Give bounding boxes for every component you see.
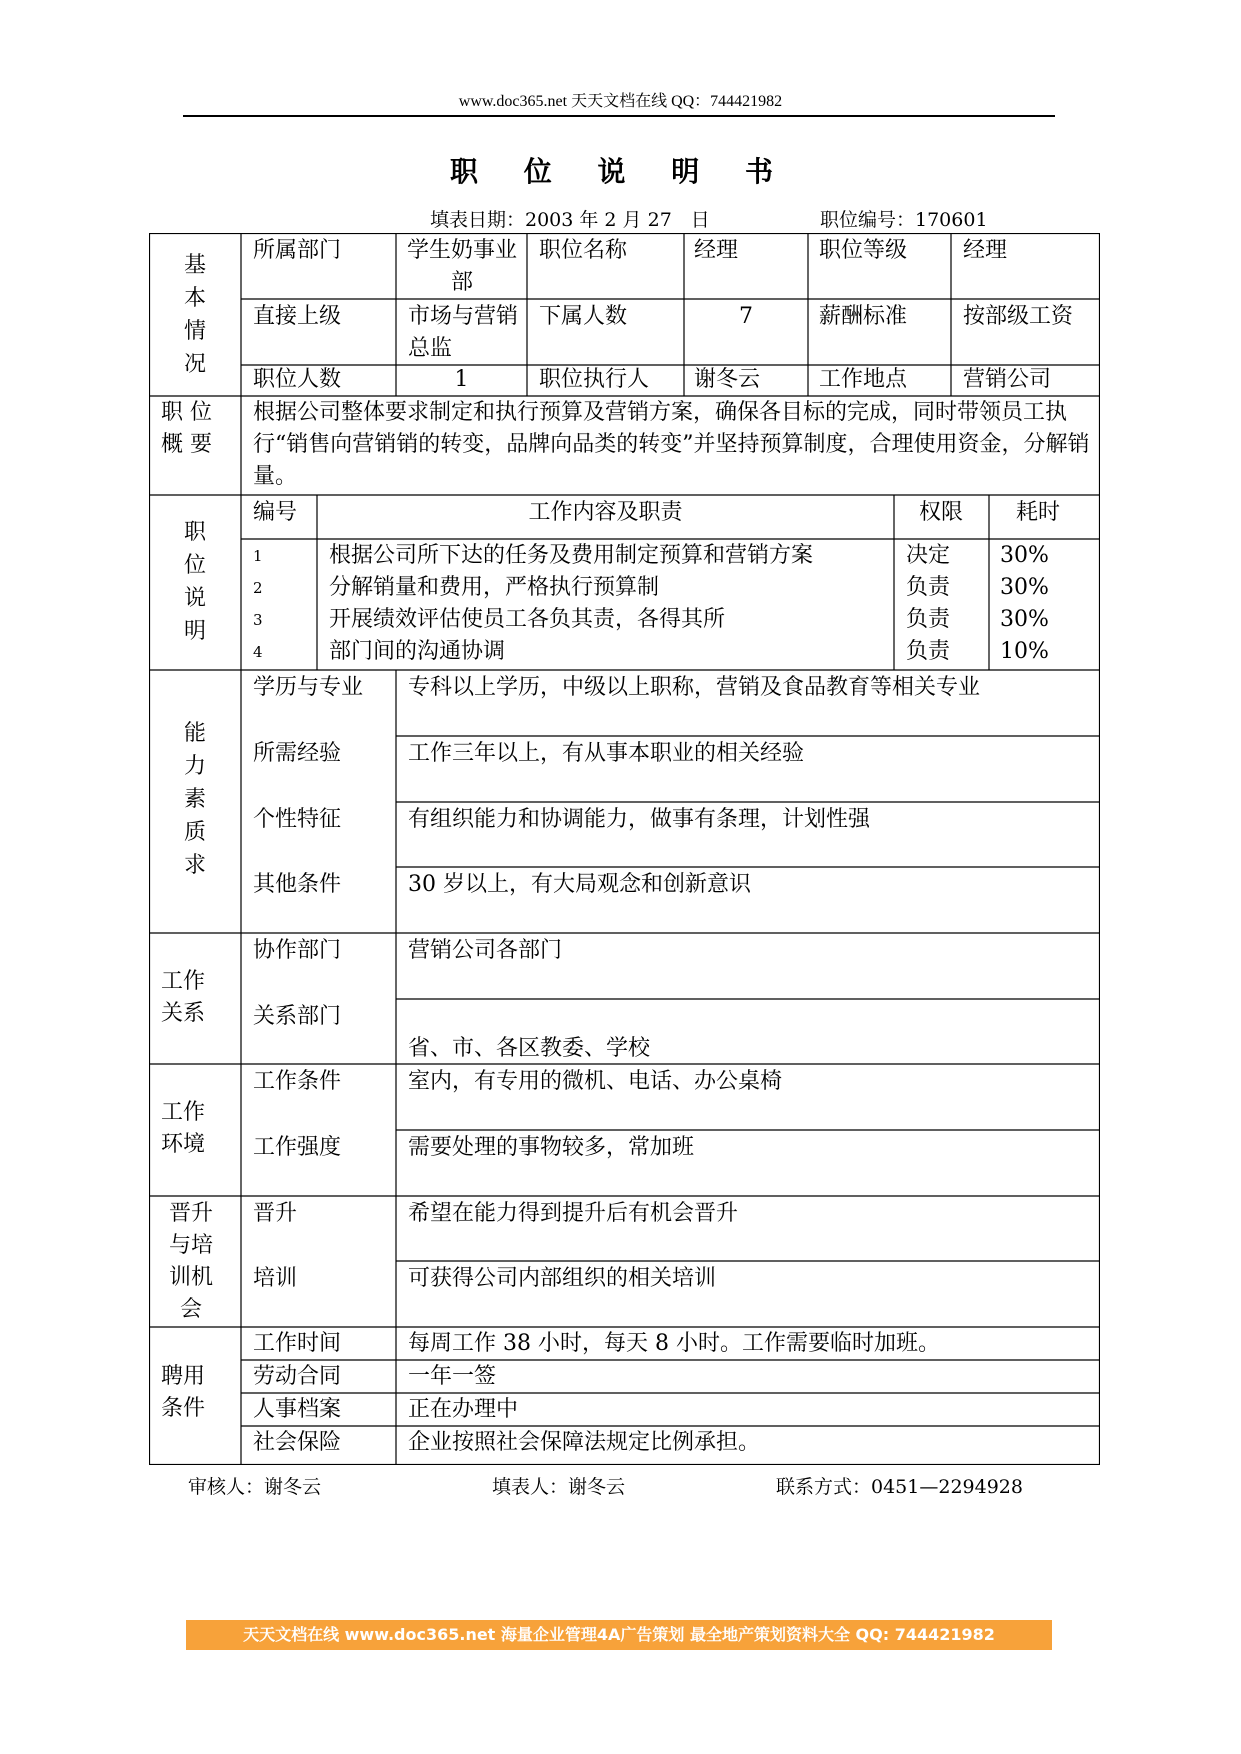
- competency-value: 有组织能力和协调能力，做事有条理，计划性强: [408, 807, 871, 832]
- section-relations-line1: 工作: [161, 969, 206, 994]
- executor-value: 谢冬云: [694, 367, 761, 392]
- employment-label: 社会保险: [253, 1430, 342, 1455]
- section-environment-line2: 环境: [161, 1132, 206, 1157]
- page-title: 职 位 说 明 书: [450, 155, 791, 188]
- dept-label: 所属部门: [253, 238, 342, 263]
- duty-content: 分解销量和费用，严格执行预算制: [329, 575, 660, 600]
- executor-label: 职位执行人: [539, 367, 650, 392]
- page-header: www.doc365.net 天天文档在线 QQ：744421982: [458, 93, 783, 110]
- duty-time: 30%: [1000, 543, 1049, 568]
- employment-label: 劳动合同: [253, 1364, 342, 1389]
- section-promotion-line: 训机: [169, 1265, 214, 1290]
- relations-label: 关系部门: [253, 1004, 342, 1029]
- subordinates-value: 7: [739, 304, 753, 329]
- section-employment-line1: 聘用: [161, 1364, 206, 1389]
- filler: 填表人：谢冬云: [492, 1476, 626, 1498]
- header-divider: [183, 115, 1055, 117]
- section-duties: 职位说明: [183, 520, 206, 644]
- competency-label: 学历与专业: [253, 675, 364, 700]
- environment-label: 工作条件: [253, 1069, 342, 1094]
- section-summary-line1: 职 位: [161, 400, 212, 425]
- employment-value: 正在办理中: [408, 1397, 519, 1422]
- competency-label: 所需经验: [253, 741, 342, 766]
- competency-label: 个性特征: [253, 807, 342, 832]
- section-employment-line2: 条件: [161, 1396, 206, 1421]
- duty-authority: 负责: [906, 607, 951, 632]
- employment-value: 每周工作 38 小时，每天 8 小时。工作需要临时加班。: [408, 1331, 940, 1356]
- subordinates-label: 下属人数: [539, 304, 628, 329]
- employment-label: 工作时间: [253, 1331, 342, 1356]
- contact: 联系方式：0451—2294928: [776, 1476, 1023, 1498]
- superior-label: 直接上级: [253, 304, 342, 329]
- salary-label: 薪酬标准: [819, 304, 908, 329]
- competency-value: 专科以上学历，中级以上职称，营销及食品教育等相关专业: [408, 675, 981, 700]
- grade-value: 经理: [963, 238, 1008, 263]
- promotion-label: 培训: [253, 1266, 298, 1291]
- duty-authority: 决定: [906, 543, 951, 568]
- competency-value: 工作三年以上，有从事本职业的相关经验: [408, 741, 805, 766]
- relations-label: 协作部门: [253, 938, 342, 963]
- section-basic: 基本情况: [183, 253, 206, 377]
- reviewer: 审核人：谢冬云: [188, 1476, 322, 1498]
- location-label: 工作地点: [819, 367, 908, 392]
- promotion-value: 可获得公司内部组织的相关培训: [408, 1266, 717, 1291]
- superior-value: 市场与营销总监: [408, 304, 519, 361]
- employment-value: 企业按照社会保障法规定比例承担。: [408, 1430, 761, 1455]
- section-competency: 能力素质求: [183, 721, 206, 878]
- employment-value: 一年一签: [408, 1364, 497, 1389]
- duty-no: 4: [253, 643, 263, 661]
- salary-value: 按部级工资: [963, 304, 1074, 329]
- headcount-value: 1: [454, 367, 469, 392]
- duty-time: 30%: [1000, 607, 1049, 632]
- relations-value: 省、市、各区教委、学校: [408, 1036, 651, 1061]
- section-relations-line2: 关系: [161, 1001, 206, 1026]
- title-value: 经理: [694, 238, 739, 263]
- location-value: 营销公司: [963, 367, 1052, 392]
- duty-time: 30%: [1000, 575, 1049, 600]
- section-environment-line1: 工作: [161, 1100, 206, 1125]
- duty-header-authority: 权限: [919, 500, 964, 525]
- position-code: 职位编号：170601: [820, 209, 988, 231]
- environment-value: 需要处理的事物较多，常加班: [408, 1135, 695, 1160]
- duty-time: 10%: [1000, 639, 1049, 664]
- duty-authority: 负责: [906, 575, 951, 600]
- title-label: 职位名称: [539, 238, 628, 263]
- promo-banner[interactable]: 天天文档在线 www.doc365.net 海量企业管理4A广告策划 最全地产策划资料大全 QQ: 744421982: [186, 1620, 1052, 1650]
- duty-no: 2: [253, 579, 263, 597]
- duty-header-no: 编号: [253, 500, 298, 525]
- relations-value: 营销公司各部门: [408, 938, 563, 963]
- duty-no: 1: [253, 547, 263, 565]
- duty-header-content: 工作内容及职责: [528, 500, 683, 525]
- grade-label: 职位等级: [819, 238, 908, 263]
- promotion-value: 希望在能力得到提升后有机会晋升: [408, 1201, 739, 1226]
- summary-text: 根据公司整体要求制定和执行预算及营销方案，确保各目标的完成，同时带领员工执行“销售向营销销的转变，品牌向品类的转变”并坚持预算制度，合理使用资金，分解销量。: [253, 400, 1090, 489]
- duty-content: 根据公司所下达的任务及费用制定预算和营销方案: [329, 543, 814, 568]
- section-summary-line2: 概 要: [161, 432, 212, 457]
- employment-label: 人事档案: [253, 1397, 342, 1422]
- duty-content: 部门间的沟通协调: [329, 639, 506, 664]
- headcount-label: 职位人数: [253, 367, 342, 392]
- section-promotion-line: 与培: [169, 1233, 214, 1258]
- section-promotion-line: 会: [180, 1297, 203, 1322]
- job-description-table: [149, 233, 1100, 1465]
- duty-authority: 负责: [906, 639, 951, 664]
- duty-content: 开展绩效评估使员工各负其责，各得其所: [329, 607, 726, 632]
- dept-value: 学生奶事业部: [406, 238, 517, 295]
- duty-header-time: 耗时: [1016, 500, 1061, 525]
- competency-label: 其他条件: [253, 872, 342, 897]
- duty-no: 3: [253, 611, 263, 629]
- environment-label: 工作强度: [253, 1135, 342, 1160]
- fill-date: 填表日期：2003 年 2 月 27 日: [430, 209, 710, 231]
- promotion-label: 晋升: [253, 1201, 298, 1226]
- section-promotion-line: 晋升: [169, 1201, 214, 1226]
- competency-value: 30 岁以上，有大局观念和创新意识: [408, 872, 751, 897]
- environment-value: 室内，有专用的微机、电话、办公桌椅: [408, 1069, 783, 1094]
